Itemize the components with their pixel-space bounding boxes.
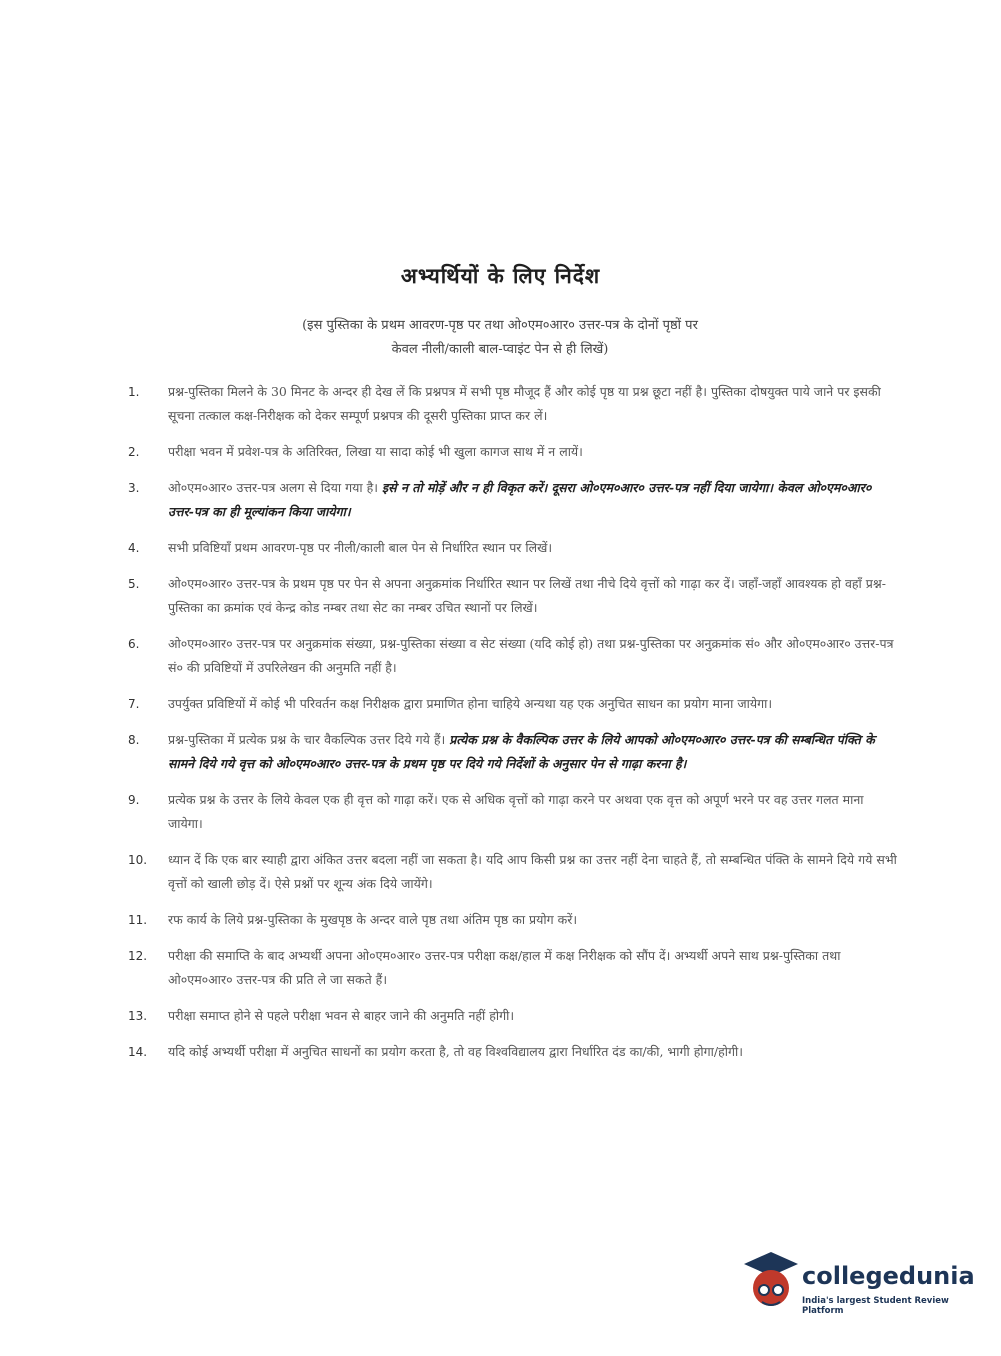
- instruction-number: 10.: [128, 853, 148, 867]
- instruction-item: [128, 440, 898, 464]
- subtitle-line-1: (इस पुस्तिका के प्रथम आवरण-पृष्ठ पर तथा ओ०एम०आर० उत्तर-पत्र के दोनों पृष्ठों पर: [302, 318, 698, 333]
- instruction-number: 4.: [128, 541, 140, 555]
- instruction-item: [128, 944, 898, 992]
- instruction-number: 3.: [128, 481, 140, 495]
- instruction-text: उपर्युक्त प्रविष्टियों में कोई भी परिवर्तन कक्ष निरीक्षक द्वारा प्रमाणित होना चाहिये अन्यथा यह एक अनुचित साधन का प्रयोग माना जायेगा।: [168, 696, 773, 711]
- instruction-item: [128, 692, 898, 716]
- instruction-item: [128, 848, 898, 896]
- instruction-emphasis: इसे न तो मोड़ें और न ही विकृत करें। दूसरा ओ०एम०आर० उत्तर-पत्र नहीं दिया जायेगा। केवल ओ०एम०आर० उत्तर-पत्र का ही मूल्यांकन किया जायेगा।: [168, 480, 872, 519]
- watermark-tagline: India's largest Student Review Platform: [802, 1296, 949, 1316]
- page-title: अभ्यर्थियों के लिए निर्देश: [400, 263, 601, 288]
- page-subtitle: [200, 314, 800, 362]
- instruction-item: [128, 788, 898, 836]
- instruction-item: [128, 572, 898, 620]
- instruction-number: 1.: [128, 385, 140, 399]
- instruction-text: प्रत्येक प्रश्न के उत्तर के लिये केवल एक ही वृत्त को गाढ़ा करें। एक से अधिक वृत्तों को गाढ़ा करने पर अथवा एक वृत्त को अपूर्ण भरने पर वह उत्तर गलत माना जायेगा।: [168, 792, 864, 831]
- instruction-text: ओ०एम०आर० उत्तर-पत्र अलग से दिया गया है।: [168, 480, 379, 495]
- instruction-number: 13.: [128, 1009, 148, 1023]
- instruction-text: सभी प्रविष्टियाँ प्रथम आवरण-पृष्ठ पर नीली/काली बाल पेन से निर्धारित स्थान पर लिखें।: [168, 540, 553, 555]
- instruction-number: 8.: [128, 733, 140, 747]
- instruction-item: [128, 1004, 898, 1028]
- instruction-text: ओ०एम०आर० उत्तर-पत्र पर अनुक्रमांक संख्या, प्रश्न-पुस्तिका संख्या व सेट संख्या (यदि कोई हो) तथा प्रश्न-पुस्तिका पर अनुक्रमांक सं० और ओ०एम०आर० उत्तर-पत्र सं० की प्रविष्टियों में उपरिलेखन की अनुमति नहीं है।: [168, 636, 894, 675]
- instruction-item: [128, 908, 898, 932]
- instruction-text: ध्यान दें कि एक बार स्याही द्वारा अंकित उत्तर बदला नहीं जा सकता है। यदि आप किसी प्रश्न का उत्तर नहीं देना चाहते हैं, तो सम्बन्धित पंक्ति के सामने दिये गये सभी वृत्तों को खाली छोड़ दें। ऐसे प्रश्नों पर शून्य अंक दिये जायेंगे।: [168, 852, 897, 891]
- subtitle-line-2: केवल नीली/काली बाल-प्वाइंट पेन से ही लिखें): [391, 342, 609, 357]
- instruction-emphasis: प्रत्येक प्रश्न के वैकल्पिक उत्तर के लिये आपको ओ०एम०आर० उत्तर-पत्र की सम्बन्धित पंक्ति के सामने दिये गये वृत्त को ओ०एम०आर० उत्तर-पत्र के प्रथम पृष्ठ पर दिये गये निर्देशों के अनुसार पेन से गाढ़ा करना है।: [168, 732, 875, 771]
- instruction-text: ओ०एम०आर० उत्तर-पत्र के प्रथम पृष्ठ पर पेन से अपना अनुक्रमांक निर्धारित स्थान पर लिखें तथा नीचे दिये वृत्तों को गाढ़ा कर दें। जहाँ-जहाँ आवश्यक हो वहाँ प्रश्न-पुस्तिका का क्रमांक एवं केन्द्र कोड नम्बर तथा सेट का नम्बर उचित स्थानों पर लिखें।: [168, 576, 886, 615]
- instruction-text: परीक्षा समाप्त होने से पहले परीक्षा भवन से बाहर जाने की अनुमति नहीं होगी।: [168, 1008, 515, 1023]
- instruction-item: [128, 728, 898, 776]
- instruction-item: [128, 632, 898, 680]
- instruction-number: 2.: [128, 445, 140, 459]
- collegedunia-watermark: [742, 1244, 975, 1320]
- mascot-icon: [742, 1248, 800, 1318]
- instruction-list: [128, 380, 898, 1076]
- instruction-number: 14.: [128, 1045, 148, 1059]
- instruction-number: 12.: [128, 949, 148, 963]
- instruction-number: 11.: [128, 913, 148, 927]
- instruction-number: 9.: [128, 793, 140, 807]
- instruction-text: प्रश्न-पुस्तिका में प्रत्येक प्रश्न के चार वैकल्पिक उत्तर दिये गये हैं।: [168, 732, 446, 747]
- watermark-brand: collegedunia: [802, 1262, 975, 1290]
- instruction-text: परीक्षा भवन में प्रवेश-पत्र के अतिरिक्त, लिखा या सादा कोई भी खुला कागज साथ में न लायें।: [168, 444, 583, 459]
- instruction-text: रफ कार्य के लिये प्रश्न-पुस्तिका के मुखपृष्ठ के अन्दर वाले पृष्ठ तथा अंतिम पृष्ठ का प्रयोग करें।: [168, 912, 578, 927]
- instruction-text: प्रश्न-पुस्तिका मिलने के 30 मिनट के अन्दर ही देख लें कि प्रश्नपत्र में सभी पृष्ठ मौजूद हैं और कोई पृष्ठ या प्रश्न छूटा नहीं है। पुस्तिका दोषयुक्त पाये जाने पर इसकी सूचना तत्काल कक्ष-निरीक्षक को देकर सम्पूर्ण प्रश्नपत्र की दूसरी पुस्तिका प्राप्त कर लें।: [168, 384, 881, 423]
- instruction-item: [128, 536, 898, 560]
- instruction-number: 7.: [128, 697, 140, 711]
- instruction-item: [128, 476, 898, 524]
- instruction-item: [128, 1040, 898, 1064]
- instruction-text: यदि कोई अभ्यर्थी परीक्षा में अनुचित साधनों का प्रयोग करता है, तो वह विश्वविद्यालय द्वारा निर्धारित दंड का/की, भागी होगा/होगी।: [168, 1044, 743, 1059]
- instruction-text: परीक्षा की समाप्ति के बाद अभ्यर्थी अपना ओ०एम०आर० उत्तर-पत्र परीक्षा कक्ष/हाल में कक्ष निरीक्षक को सौंप दें। अभ्यर्थी अपने साथ प्रश्न-पुस्तिका तथा ओ०एम०आर० उत्तर-पत्र की प्रति ले जा सकते हैं।: [168, 948, 841, 987]
- instruction-item: [128, 380, 898, 428]
- instruction-number: 5.: [128, 577, 140, 591]
- instruction-number: 6.: [128, 637, 140, 651]
